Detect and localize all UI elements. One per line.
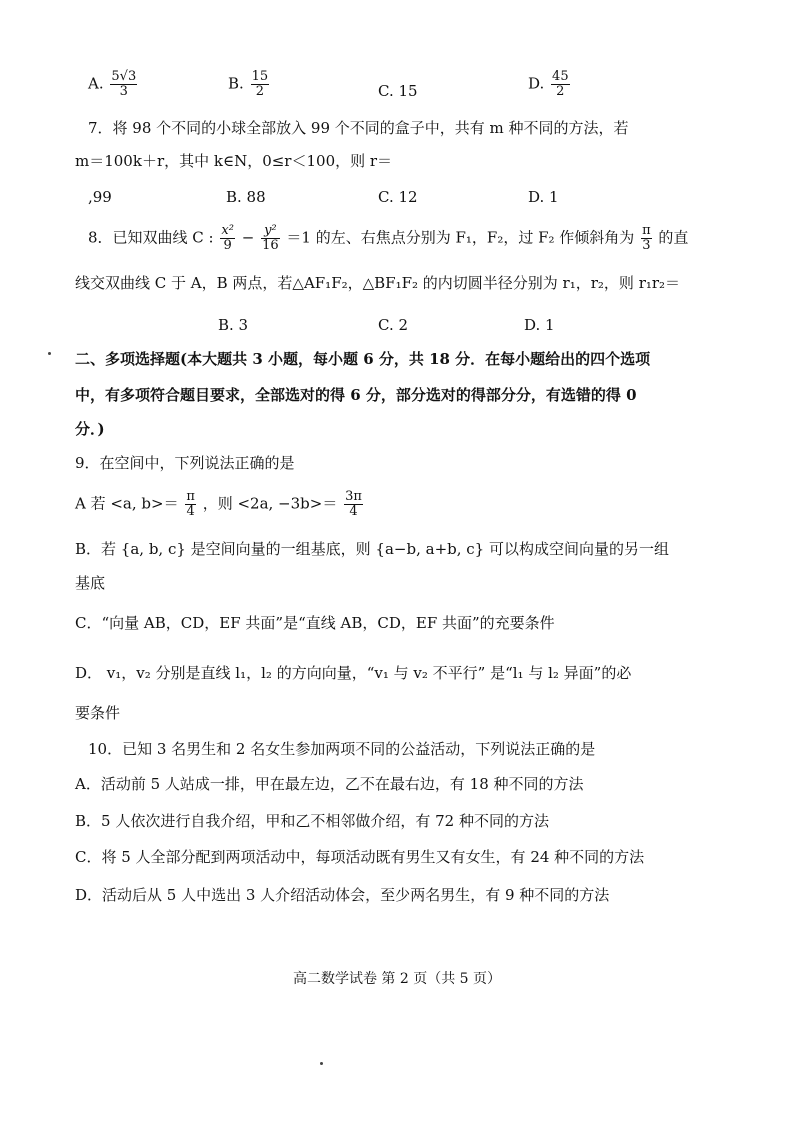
q9-stem: 9．在空间中，下列说法正确的是 [75, 454, 295, 472]
q6-option-d [528, 70, 572, 99]
section2-line3: 分．) [75, 420, 105, 438]
q8-middle: ＝1 的左、右焦点分别为 F₁，F₂，过 F₂ 作倾斜角为 [286, 228, 635, 247]
q9-option-a-middle: ，则 <2a, −3b>＝ [202, 494, 338, 513]
q8-option-d: D. 1 [524, 316, 555, 334]
q8-fraction-y [261, 224, 280, 253]
fraction-numerator: π [642, 223, 651, 238]
q6-option-a-label: A. [88, 74, 104, 93]
fraction-numerator: x² [221, 223, 234, 238]
fraction-numerator: 15 [251, 69, 269, 84]
section2-line2: 中，有多项符合题目要求，全部选对的得 6 分，部分选对的得部分分，有选错的得 0 [75, 386, 637, 404]
q8-stem-line1 [88, 224, 688, 253]
fraction-denominator: 2 [255, 84, 264, 99]
q10-option-b: B．5 人依次进行自我介绍，甲和乙不相邻做介绍，有 72 种不同的方法 [75, 812, 549, 830]
q6-option-d-fraction [551, 70, 570, 99]
fraction-numerator: 5√3 [111, 69, 137, 84]
q6-option-d-label: D. [528, 74, 545, 93]
q9-option-a-fraction1 [185, 490, 196, 519]
q8-suffix: 的直 [658, 228, 689, 247]
q7-stem-line1: 7．将 98 个不同的小球全部放入 99 个不同的盒子中，共有 m 种不同的方法，若 [88, 119, 629, 137]
q7-stem-line2: m＝100k＋r，其中 k∈N，0≤r＜100，则 r＝ [75, 152, 393, 170]
q10-stem: 10．已知 3 名男生和 2 名女生参加两项不同的公益活动，下列说法正确的是 [88, 740, 596, 758]
fraction-denominator: 3 [642, 238, 651, 253]
q6-option-b-fraction [251, 70, 270, 99]
q7-option-b: B. 88 [226, 188, 266, 206]
q9-option-a [75, 490, 365, 519]
q9-option-b-line2: 基底 [75, 574, 106, 592]
q8-fraction-pi [641, 224, 652, 253]
scan-speck [48, 352, 51, 355]
fraction-denominator: 4 [186, 504, 195, 519]
q7-option-c: C. 12 [378, 188, 418, 206]
page-footer: 高二数学试卷 第 2 页（共 5 页） [292, 971, 502, 987]
q9-option-b-line1: B．若 {a, b, c} 是空间向量的一组基底，则 {a−b, a+b, c} 可以构成空间向量的另一组 [75, 540, 669, 558]
q8-stem-line2: 线交双曲线 C 于 A，B 两点，若△AF₁F₂，△BF₁F₂ 的内切圆半径分别为 r₁，r₂，则 r₁r₂＝ [75, 274, 681, 292]
q8-option-c: C. 2 [378, 316, 409, 334]
fraction-denominator: 9 [223, 238, 232, 253]
q8-minus: − [241, 228, 255, 247]
q8-option-b: B. 3 [218, 316, 249, 334]
q10-option-c: C．将 5 人全部分配到两项活动中，每项活动既有男生又有女生，有 24 种不同的方法 [75, 848, 645, 866]
section2-line1: 二、多项选择题(本大题共 3 小题，每小题 6 分，共 18 分．在每小题给出的四个选项 [75, 350, 651, 368]
q10-option-d: D．活动后从 5 人中选出 3 人介绍活动体会，至少两名男生，有 9 种不同的方法 [75, 886, 610, 904]
fraction-numerator: y² [261, 224, 280, 239]
q8-prefix: 8．已知双曲线 C : [88, 228, 214, 247]
q8-fraction-x [220, 224, 235, 253]
scan-speck [320, 1062, 323, 1065]
fraction-denominator: 2 [556, 84, 565, 99]
fraction-numerator: 3π [345, 489, 362, 504]
q6-option-c: C. 15 [378, 82, 418, 100]
q6-option-b-label: B. [228, 74, 244, 93]
fraction-denominator: 3 [119, 84, 128, 99]
q6-option-a [88, 70, 139, 99]
q6-option-a-fraction [110, 70, 137, 99]
q9-option-a-fraction2 [344, 490, 363, 519]
q6-option-b [228, 70, 271, 99]
q10-option-a: A．活动前 5 人站成一排，甲在最左边，乙不在最右边，有 18 种不同的方法 [75, 775, 584, 793]
q7-option-a: ,99 [88, 188, 112, 206]
fraction-denominator: 16 [262, 238, 279, 253]
fraction-denominator: 4 [349, 504, 358, 519]
fraction-numerator: 45 [552, 69, 569, 84]
q9-option-c: C．“向量 AB，CD，EF 共面”是“直线 AB，CD，EF 共面”的充要条件 [75, 614, 555, 632]
q9-option-a-prefix: A 若 <a, b>＝ [75, 494, 179, 513]
q7-option-d: D. 1 [528, 188, 559, 206]
q9-option-d-line2: 要条件 [75, 704, 121, 722]
q9-option-d-line1: D． v₁，v₂ 分别是直线 l₁，l₂ 的方向向量，“v₁ 与 v₂ 不平行” 是“l₁ 与 l₂ 异面”的必 [75, 664, 632, 682]
fraction-numerator: π [186, 489, 195, 504]
